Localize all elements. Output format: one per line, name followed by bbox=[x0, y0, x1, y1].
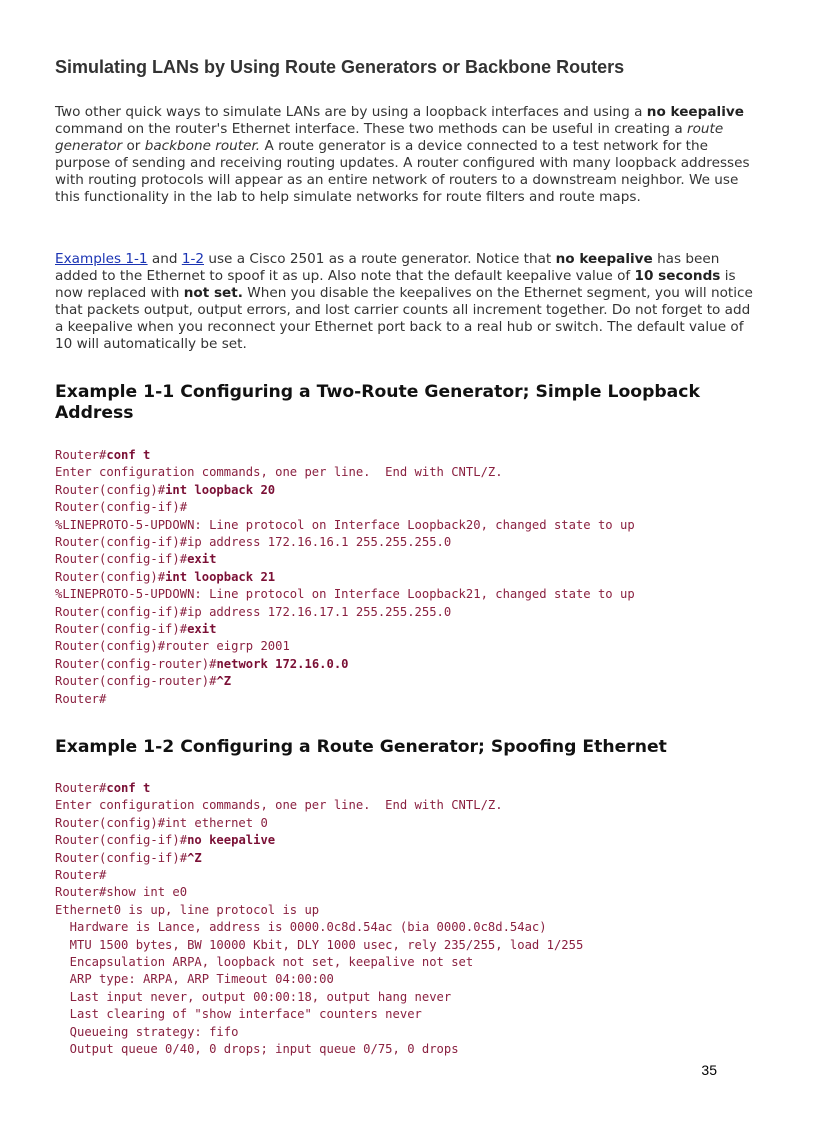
code-line bbox=[55, 621, 775, 638]
code-text: Router(config)#router eigrp 2001 bbox=[55, 639, 290, 654]
code-text: %LINEPROTO-5-UPDOWN: Line protocol on Interface Loopback21, changed state to up bbox=[55, 587, 635, 602]
code-line bbox=[55, 569, 775, 586]
text-run: use a Cisco 2501 as a route generator. Notice that bbox=[204, 251, 556, 267]
code-text: Router# bbox=[55, 781, 107, 795]
text-run: has been added to the Ethernet to spoof it as up. Also note that the default keepalive value of bbox=[55, 251, 720, 284]
code-line bbox=[55, 1006, 775, 1023]
code-text: Encapsulation ARPA, loopback not set, keepalive not set bbox=[55, 955, 474, 970]
code-text: Last input never, output 00:00:18, output hang never bbox=[55, 989, 452, 1004]
text-run: A route generator is a device connected to a test network for the purpose of sending and receiving routing updates. A router configured with many loopback addresses with routing protocols will appear as an entire network of routers to a downstream neighbor. We use this functionality in the lab to help simulate networks for route filters and route maps. bbox=[55, 138, 750, 205]
code-line bbox=[55, 919, 775, 936]
code-text: Router(config-router)# bbox=[55, 674, 217, 689]
code-line bbox=[55, 691, 775, 708]
code-text: Router(config-if)# bbox=[55, 622, 188, 637]
code-command: ^Z bbox=[187, 850, 202, 865]
code-line bbox=[55, 534, 775, 551]
code-text: Output queue 0/40, 0 drops; input queue 0/75, 0 drops bbox=[55, 1042, 459, 1057]
text-run: is now replaced with bbox=[55, 268, 736, 301]
code-text: Router#show int e0 bbox=[55, 885, 188, 900]
examples-paragraph bbox=[55, 251, 755, 353]
code-text: Ethernet0 is up, line protocol is up bbox=[55, 902, 320, 917]
example-1-2-code bbox=[55, 780, 775, 1059]
code-text: Router(config-if)# bbox=[55, 833, 188, 848]
code-line bbox=[55, 850, 775, 867]
code-text: Router(config-if)# bbox=[55, 552, 188, 567]
code-command: network 172.16.0.0 bbox=[216, 656, 349, 671]
text-run: and bbox=[147, 251, 182, 267]
bold-term: not set. bbox=[183, 285, 243, 301]
code-text: Router# bbox=[55, 868, 107, 883]
code-command: conf t bbox=[106, 781, 151, 795]
italic-term: backbone router. bbox=[144, 138, 261, 154]
code-line bbox=[55, 656, 775, 673]
bold-term: no keepalive bbox=[646, 104, 744, 120]
code-text: %LINEPROTO-5-UPDOWN: Line protocol on Interface Loopback20, changed state to up bbox=[55, 517, 635, 532]
code-line bbox=[55, 884, 775, 901]
bold-term: no keepalive bbox=[555, 251, 653, 267]
code-text: Router(config-if)#ip address 172.16.16.1 255.255.255.0 bbox=[55, 535, 452, 550]
code-line bbox=[55, 638, 775, 655]
text-run: When you disable the keepalives on the Ethernet segment, you will notice that packets output, output errors, and lost carrier counts all increment together. Do not forget to add a keepalive when you reconnect your Ethernet port back to a real hub or switch. The default value of 10 will automatically be set. bbox=[55, 285, 753, 352]
code-text: Queueing strategy: fifo bbox=[55, 1024, 239, 1039]
code-line bbox=[55, 971, 775, 988]
code-text: Enter configuration commands, one per line. End with CNTL/Z. bbox=[55, 798, 503, 813]
code-line bbox=[55, 902, 775, 919]
code-line bbox=[55, 1041, 775, 1058]
code-line bbox=[55, 499, 775, 516]
code-line bbox=[55, 482, 775, 499]
code-text: MTU 1500 bytes, BW 10000 Kbit, DLY 1000 usec, rely 235/255, load 1/255 bbox=[55, 937, 584, 952]
text-run: command on the router's Ethernet interface. These two methods can be useful in creating a bbox=[55, 121, 687, 137]
code-text: Router(config-if)#ip address 172.16.17.1 255.255.255.0 bbox=[55, 604, 452, 619]
example-1-1-title: Example 1-1 Configuring a Two-Route Generator; Simple Loopback Address bbox=[55, 382, 700, 423]
code-command: exit bbox=[187, 622, 217, 637]
code-text: Router# bbox=[55, 448, 107, 462]
code-line bbox=[55, 517, 775, 534]
text-run: or bbox=[122, 138, 145, 154]
code-line bbox=[55, 673, 775, 690]
code-line bbox=[55, 551, 775, 568]
code-line bbox=[55, 586, 775, 603]
example-1-2-title: Example 1-2 Configuring a Route Generator; Spoofing Ethernet bbox=[55, 737, 667, 757]
code-line bbox=[55, 604, 775, 621]
code-text: Router(config)# bbox=[55, 569, 166, 584]
code-command: exit bbox=[187, 552, 217, 567]
code-text: Router(config-router)# bbox=[55, 656, 217, 671]
code-command: int loopback 20 bbox=[165, 482, 276, 497]
bold-term: 10 seconds bbox=[634, 268, 721, 284]
code-line bbox=[55, 832, 775, 849]
code-line bbox=[55, 954, 775, 971]
code-command: conf t bbox=[106, 448, 151, 462]
code-text: Router(config-if)# bbox=[55, 500, 188, 515]
text-run: Two other quick ways to simulate LANs are by using a loopback interfaces and using a bbox=[55, 104, 647, 120]
code-line bbox=[55, 937, 775, 954]
code-text: Router(config)#int ethernet 0 bbox=[55, 815, 268, 830]
code-command: ^Z bbox=[216, 674, 232, 689]
code-command: int loopback 21 bbox=[165, 569, 276, 584]
example-1-1-code bbox=[55, 447, 775, 708]
section-heading: Simulating LANs by Using Route Generators or Backbone Routers bbox=[55, 57, 625, 77]
code-text: ARP type: ARPA, ARP Timeout 04:00:00 bbox=[55, 972, 334, 987]
code-line bbox=[55, 464, 775, 481]
code-line bbox=[55, 1024, 775, 1041]
code-line bbox=[55, 815, 775, 832]
code-text: Router(config)# bbox=[55, 482, 166, 497]
examples-1-1-link[interactable]: Examples 1-1 bbox=[55, 251, 148, 267]
code-line bbox=[55, 989, 775, 1006]
code-text: Router# bbox=[55, 691, 107, 706]
example-1-2-link[interactable]: 1-2 bbox=[181, 251, 205, 267]
code-line bbox=[55, 447, 775, 464]
code-line bbox=[55, 867, 775, 884]
code-line bbox=[55, 780, 775, 797]
code-text: Hardware is Lance, address is 0000.0c8d.54ac (bia 0000.0c8d.54ac) bbox=[55, 920, 547, 935]
code-text: Last clearing of "show interface" counters never bbox=[55, 1007, 422, 1022]
page-number: 35 bbox=[701, 1062, 717, 1078]
code-text: Enter configuration commands, one per line. End with CNTL/Z. bbox=[55, 465, 503, 480]
intro-paragraph bbox=[55, 104, 755, 206]
italic-term: route generator bbox=[55, 121, 724, 154]
code-command: no keepalive bbox=[187, 833, 276, 848]
code-line bbox=[55, 797, 775, 814]
code-text: Router(config-if)# bbox=[55, 850, 188, 865]
